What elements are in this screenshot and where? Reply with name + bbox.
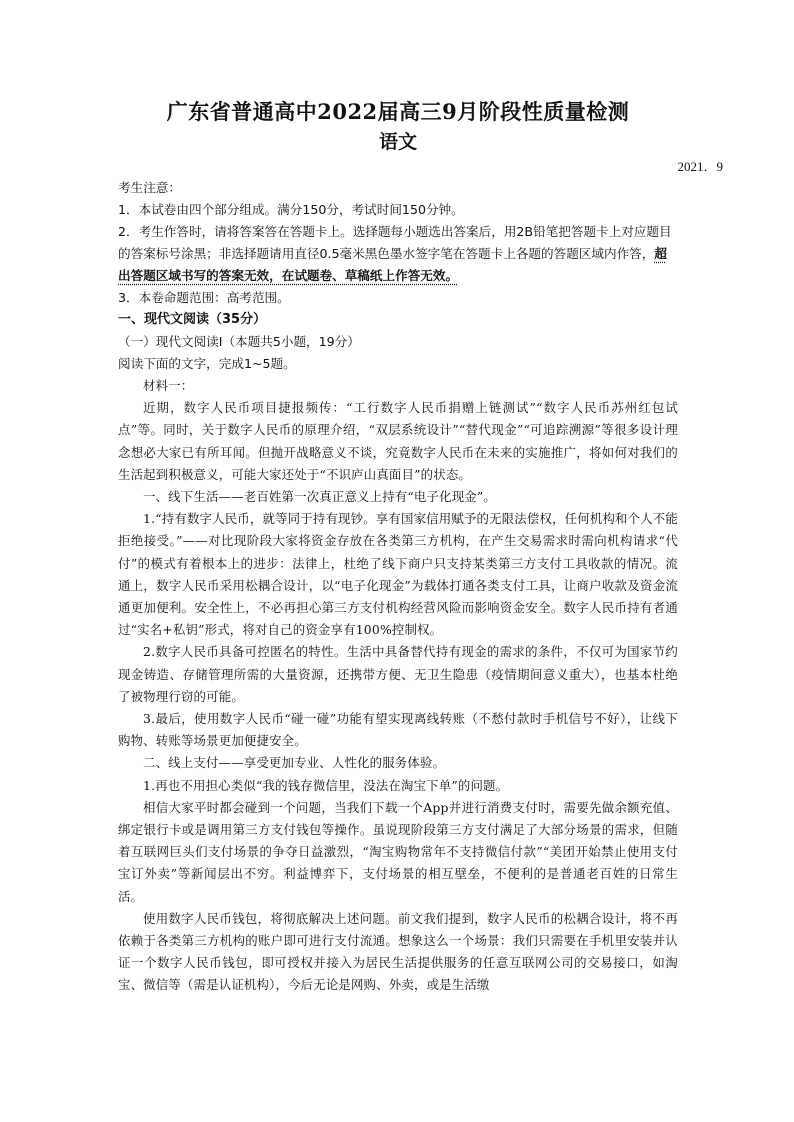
reading-instruction: 阅读下面的文字，完成1~5题。 xyxy=(118,356,296,371)
passage-paragraph: 3.最后，使用数字人民币“碰一碰”功能有望实现离线转账（不愁付款时手机信号不好），让线下购物、转账等场景更加便捷安全。 xyxy=(118,711,678,749)
notice-heading: 考生注意： xyxy=(118,180,181,195)
material-label: 材料一： xyxy=(143,378,194,393)
reading-passage xyxy=(118,375,678,997)
notice-item-2 xyxy=(118,221,678,287)
passage-paragraph: 1.再也不用担心类似“我的钱存微信里，没法在淘宝下单”的问题。 xyxy=(143,777,509,793)
notice-item-2-text: 2．考生作答时，请将答案答在答题卡上。选择题每小题选出答案后，用2B铅笔把答题卡上对应题目的答案标号涂黑；非选择题请用直径0.5毫米黑色墨水签字笔在答题卡上各题的答题区域内作答， xyxy=(118,224,672,261)
passage-paragraph: 使用数字人民币钱包，将彻底解决上述问题。前文我们提到，数字人民币的松耦合设计，将不再依赖于各类第三方机构的账户即可进行支付流通。想象这么一个场景：我们只需要在手机里安装并认证一个数字人民币钱包，即可授权并接入为居民生活提供服务的任意互联网公司的交易接口，如淘宝、微信等（需是认证机构），今后无论是网购、外卖，或是生活缴 xyxy=(118,910,678,993)
notice-item-3: 3．本卷命题范围：高考范围。 xyxy=(118,290,290,305)
exam-title: 广东省普通高中2022届高三9月阶段性质量检测 xyxy=(166,99,630,124)
exam-subject: 语文 xyxy=(378,131,417,153)
passage-paragraph: 二、线上支付——享受更加专业、人性化的服务体验。 xyxy=(143,755,446,771)
exam-date: 2021．9 xyxy=(677,159,723,174)
exam-notice xyxy=(118,177,678,309)
passage-paragraph: 一、线下生活——老百姓第一次真正意义上持有“电子化现金”。 xyxy=(143,489,497,505)
section-heading: 一、现代文阅读（35分） xyxy=(118,312,267,327)
notice-item-2-emphasis: 超出答题区域书写的答案无效，在试题卷、草稿纸上作答无效。 xyxy=(118,246,667,283)
subsection-heading: （一）现代文阅读Ⅰ（本题共5小题，19分） xyxy=(118,334,360,349)
passage-paragraph: 近期，数字人民币项目捷报频传：“工行数字人民币捐赠上链测试”“数字人民币苏州红包试点”等。同时，关于数字人民币的原理介绍，“双层系统设计”“替代现金”“可追踪溯源”等很多设计理念想必大家已有所耳闻。但抛开战略意义不谈，究竟数字人民币在未来的实施推广，将如何对我们的生活起到积极意义，可能大家还处于“不识庐山真面目”的状态。 xyxy=(118,400,678,482)
notice-item-1: 1．本试卷由四个部分组成。满分150分，考试时间150分钟。 xyxy=(118,202,464,217)
section-reading xyxy=(118,309,678,375)
passage-paragraph: 1.“持有数字人民币，就等同于持有现钞。享有国家信用赋予的无限法偿权，任何机构和个人不能拒绝接受。”——对比现阶段大家将资金存放在各类第三方机构，在产生交易需求时需向机构请求“代付”的模式有着根本上的进步：法律上，杜绝了线下商户只支持某类第三方支付工具收款的情况。流通上，数字人民币采用松耦合设计，以“电子化现金”为载体打通各类支付工具，让商户收款及资金流通更加便利。安全性上，不必再担心第三方支付机构经营风险而影响资金安全。数字人民币持有者通过“实名+私钥”形式，将对自己的资金享有100%控制权。 xyxy=(118,511,678,638)
passage-paragraph: 相信大家平时都会碰到一个问题，当我们下载一个App并进行消费支付时，需要先做余额充值、绑定银行卡或是调用第三方支付钱包等操作。虽说现阶段第三方支付满足了大部分场景的需求，但随着互联网巨头们支付场景的争夺日益激烈，“淘宝购物常年不支持微信付款”“美团开始禁止使用支付宝订外卖”等新闻层出不穷。利益博弈下，支付场景的相互壁垒，不便利的是普通老百姓的日常生活。 xyxy=(118,799,678,904)
passage-paragraph: 2.数字人民币具备可控匿名的特性。生活中具备替代持有现金的需求的条件，不仅可为国家节约现金铸造、存储管理所需的大量资源，还携带方便、无卫生隐患（疫情期间意义重大），也基本杜绝了被物理行窃的可能。 xyxy=(118,644,678,704)
